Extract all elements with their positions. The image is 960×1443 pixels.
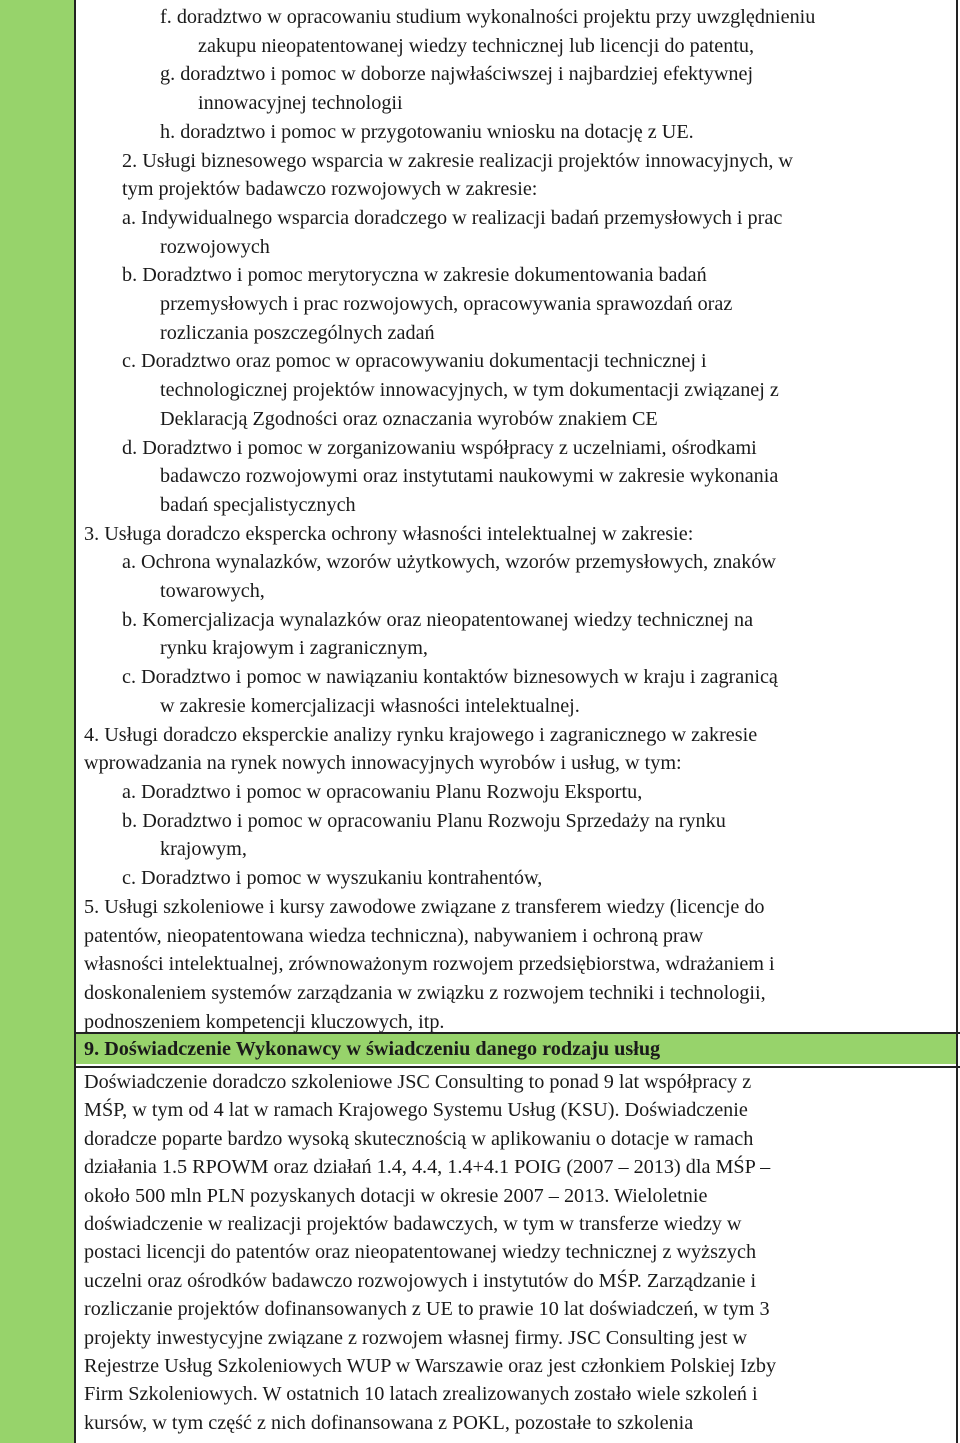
list-item: rozwojowych <box>160 235 270 258</box>
list-item: b. Doradztwo i pomoc merytoryczna w zakresie dokumentowania badań <box>122 264 707 287</box>
paragraph-line: projekty inwestycyjne związane z rozwojem własnej firmy. JSC Consulting jest w <box>84 1326 748 1349</box>
list-item: c. Doradztwo i pomoc w nawiązaniu kontaktów biznesowych w kraju i zagranicą <box>122 666 778 689</box>
paragraph-line: Doświadczenie doradczo szkoleniowe JSC Consulting to ponad 9 lat współpracy z <box>84 1071 752 1093</box>
list-item: własności intelektualnej, zrównoważonym rozwojem przedsiębiorstwa, wdrażaniem i <box>84 953 775 976</box>
list-item: b. Doradztwo i pomoc w opracowaniu Planu Rozwoju Sprzedaży na rynku <box>122 809 726 832</box>
list-item: technologicznej projektów innowacyjnych, w tym dokumentacji związanej z <box>160 379 779 402</box>
list-item: a. Doradztwo i pomoc w opracowaniu Planu Rozwoju Eksportu, <box>122 780 643 803</box>
services-list <box>84 3 956 1036</box>
list-item: g. doradztwo i pomoc w doborze najwłaściwszej i najbardziej efektywnej <box>160 63 754 86</box>
list-item: krajowym, <box>160 838 247 861</box>
list-item: doskonaleniem systemów zarządzania w związku z rozwojem techniki i technologii, <box>84 981 766 1004</box>
list-item: patentów, nieopatentowana wiedza techniczna), nabywaniem i ochroną praw <box>84 924 704 947</box>
paragraph-line: kursów, w tym część z nich dofinansowana z POKL, pozostałe to szkolenia <box>84 1411 694 1434</box>
list-item: rynku krajowym i zagranicznym, <box>160 637 428 660</box>
section-9-heading: 9. Doświadczenie Wykonawcy w świadczeniu danego rodzaju usług <box>84 1038 661 1060</box>
list-item: rozliczania poszczególnych zadań <box>160 321 435 344</box>
list-item: 2. Usługi biznesowego wsparcia w zakresie realizacji projektów innowacyjnych, w <box>122 149 794 172</box>
right-border <box>956 0 958 1443</box>
paragraph-line: MŚP, w tym od 4 lat w ramach Krajowego Systemu Usług (KSU). Doświadczenie <box>84 1099 748 1122</box>
left-border <box>74 0 76 1443</box>
list-item: a. Ochrona wynalazków, wzorów użytkowych, wzorów przemysłowych, znaków <box>122 551 777 574</box>
list-item: a. Indywidualnego wsparcia doradczego w realizacji badań przemysłowych i prac <box>122 206 783 229</box>
list-item: wprowadzania na rynek nowych innowacyjnych wyrobów i usług, w tym: <box>84 752 682 775</box>
section-9-body <box>84 1068 956 1437</box>
list-item: c. Doradztwo oraz pomoc w opracowywaniu dokumentacji technicznej i <box>122 350 707 373</box>
list-item: przemysłowych i prac rozwojowych, opracowywania sprawozdań oraz <box>160 293 733 316</box>
list-item: podnoszeniem kompetencji kluczowych, itp. <box>84 1010 445 1033</box>
paragraph-line: rozliczanie projektów dofinansowanych z UE to prawie 10 lat doświadczeń, w tym 3 <box>84 1298 770 1321</box>
list-item: 4. Usługi doradczo eksperckie analizy rynku krajowego i zagranicznego w zakresie <box>84 723 758 746</box>
list-item: zakupu nieopatentowanej wiedzy technicznej lub licencji do patentu, <box>198 34 755 57</box>
paragraph-line: uczelni oraz ośrodków badawczo rozwojowych i instytutów do MŚP. Zarządzanie i <box>84 1269 757 1292</box>
list-item: h. doradztwo i pomoc w przygotowaniu wniosku na dotację z UE. <box>160 120 694 143</box>
list-item: tym projektów badawczo rozwojowych w zakresie: <box>122 178 538 201</box>
list-item: towarowych, <box>160 580 265 603</box>
paragraph-line: około 500 mln PLN pozyskanych dotacji w okresie 2007 – 2013. Wieloletnie <box>84 1184 708 1207</box>
list-item: 5. Usługi szkoleniowe i kursy zawodowe związane z transferem wiedzy (licencje do <box>84 895 765 918</box>
section-9-header <box>76 1034 956 1064</box>
list-item: innowacyjnej technologii <box>198 92 403 115</box>
paragraph-line: doświadczenie w realizacji projektów badawczych, w tym w transferze wiedzy w <box>84 1213 742 1236</box>
list-item: badawczo rozwojowymi oraz instytutami naukowymi w zakresie wykonania <box>160 465 779 488</box>
paragraph-line: działania 1.5 RPOWM oraz działań 1.4, 4.4, 1.4+4.1 POIG (2007 – 2013) dla MŚP – <box>84 1156 771 1179</box>
list-item: f. doradztwo w opracowaniu studium wykonalności projektu przy uwzględnieniu <box>160 6 816 28</box>
list-item: badań specjalistycznych <box>160 493 356 516</box>
list-item: d. Doradztwo i pomoc w zorganizowaniu współpracy z uczelniami, ośrodkami <box>122 436 757 459</box>
paragraph-line: doradcze poparte bardzo wysoką skutecznością w aplikowaniu o dotacje w ramach <box>84 1127 754 1150</box>
paragraph-line: Rejestrze Usług Szkoleniowych WUP w Warszawie oraz jest członkiem Polskiej Izby <box>84 1355 777 1378</box>
list-item: Deklaracją Zgodności oraz oznaczania wyrobów znakiem CE <box>160 407 658 430</box>
list-item: w zakresie komercjalizacji własności intelektualnej. <box>160 694 580 717</box>
list-item: c. Doradztwo i pomoc w wyszukaniu kontrahentów, <box>122 867 543 890</box>
list-item: 3. Usługa doradczo ekspercka ochrony własności intelektualnej w zakresie: <box>84 522 694 545</box>
list-item: b. Komercjalizacja wynalazków oraz nieopatentowanej wiedzy technicznej na <box>122 608 754 631</box>
paragraph-line: Firm Szkoleniowych. W ostatnich 10 latach zrealizowanych zostało wiele szkoleń i <box>84 1383 758 1406</box>
paragraph-line: postaci licencji do patentów oraz nieopatentowanej wiedzy technicznej z wyższych <box>84 1241 757 1264</box>
left-green-column <box>0 0 74 1443</box>
